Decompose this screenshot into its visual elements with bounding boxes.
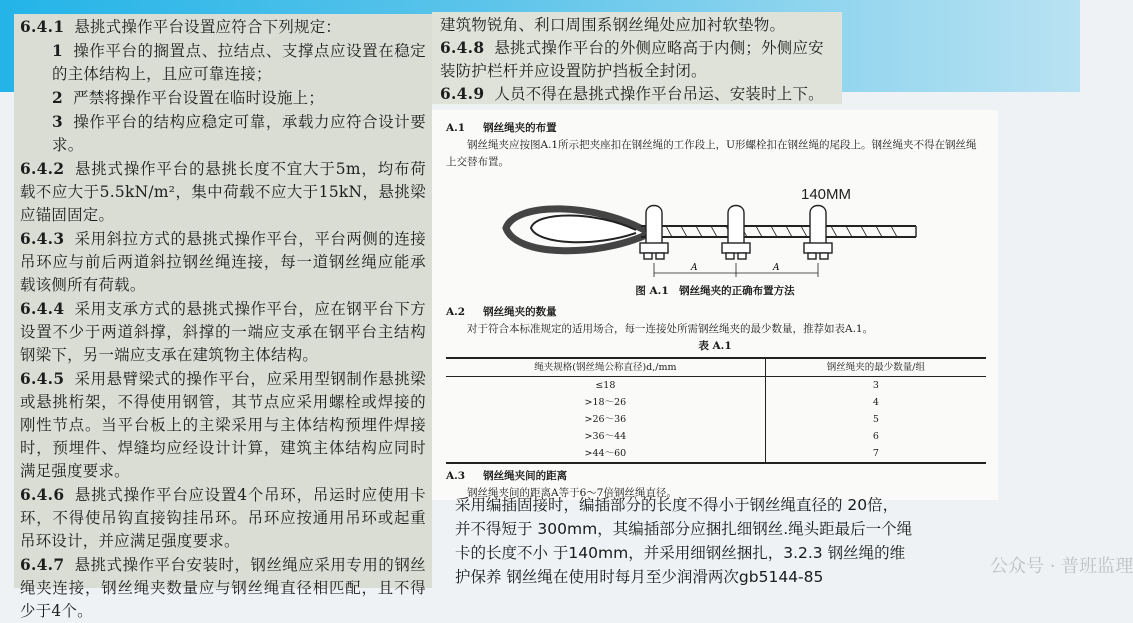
annotation-text-block	[455, 493, 1025, 589]
clause-continuation: 建筑物锐角、利口周围系钢丝绳处应加衬软垫物。	[440, 16, 786, 34]
clause-6-4-2: 6.4.2 悬挑式操作平台的悬挑长度不宜大于5m，均布荷载不应大于5.5kN/m²，集中荷载不应大于15kN，悬挑梁应锚固固定。	[20, 160, 426, 224]
figure-caption: 图 A.1 钢丝绳夹的正确布置方法	[635, 285, 795, 297]
wire-rope-clip-standard-panel	[432, 110, 998, 500]
table-row: >18～26 4	[446, 394, 986, 411]
clip-2	[722, 206, 750, 260]
clause-6-4-7: 6.4.7 悬挑式操作平台安装时，钢丝绳应采用专用的钢丝绳夹连接，钢丝绳夹数量应与钢丝绳直径相匹配，且不得少于4个。	[20, 556, 426, 620]
section-a1-heading: A.1 钢丝绳夹的布置	[446, 122, 557, 134]
table-header-row	[446, 358, 986, 377]
clause-6-4-3: 6.4.3 采用斜拉方式的悬挑式操作平台，平台两侧的连接吊环应与前后两道斜拉钢丝绳连接，每一道钢丝绳应能承载该侧所有荷载。	[20, 230, 426, 294]
section-a2-heading: A.2 钢丝绳夹的数量	[446, 306, 557, 318]
left-document-scan	[14, 14, 432, 620]
annotation-line: 采用编插固接时，编插部分的长度不得小于钢丝绳直径的 20倍，	[455, 496, 899, 514]
table-caption: 表 A.1	[698, 340, 732, 352]
clause-6-4-8: 6.4.8 悬挑式操作平台的外侧应略高于内侧；外侧应安装防护栏杆并应设置防护挡板全封闭。	[440, 39, 824, 80]
table-header-spec: 绳夹规格(钢丝绳公称直径)d,/mm	[446, 358, 765, 377]
clause-6-4-1-item-3: 3 操作平台的结构应稳定可靠，承载力应符合设计要求。	[52, 113, 426, 154]
clause-6-4-9: 6.4.9 人员不得在悬挑式操作平台吊运、安装时上下。	[440, 85, 824, 103]
section-a3-heading: A.3 钢丝绳夹间的距离	[446, 470, 568, 482]
dimension-label-a-2: A	[773, 263, 780, 273]
annotation-line: 卡的长度不小 于140mm，并采用细钢丝捆扎，3.2.3 钢丝绳的维	[455, 544, 906, 562]
clause-6-4-1-item-2: 2 严禁将操作平台设置在临时设施上；	[52, 89, 325, 107]
diagram-length-label: 140MM	[801, 186, 852, 203]
table-header-count: 钢丝绳夹的最少数量/组	[765, 358, 986, 377]
annotation-line: 护保养 钢丝绳在使用时每月至少润滑两次gb5144-85	[455, 568, 824, 586]
watermark: 公众号 · 普班监理	[990, 556, 1133, 577]
annotation-line: 并不得短于 300mm，其编插部分应捆扎细钢丝.绳头距最后一个绳	[455, 520, 913, 538]
top-right-document-scan	[432, 12, 842, 104]
section-a2-text: 对于符合本标准规定的适用场合，每一连接处所需钢丝绳夹的最少数量，推荐如表A.1。	[467, 323, 874, 335]
clip-3	[804, 206, 832, 260]
clause-6-4-1: 6.4.1 悬挑式操作平台设置应符合下列规定：	[20, 18, 342, 36]
clause-6-4-6: 6.4.6 悬挑式操作平台应设置4个吊环，吊运时应使用卡环，不得使吊钩直接钩挂吊环。吊环应按通用吊环或起重吊环设计，并应满足强度要求。	[20, 486, 426, 550]
table-row: ≤18 3	[446, 377, 986, 395]
wire-rope-clip-drawing	[446, 173, 986, 283]
dimension-label-a-1: A	[691, 263, 698, 273]
section-a3-text: 钢丝绳夹间的距离A等于6～7倍钢丝绳直径。	[467, 487, 677, 499]
clause-6-4-5: 6.4.5 采用悬臂梁式的操作平台，应采用型钢制作悬挑梁或悬挑桁架，不得使用钢管，其节点应采用螺栓或焊接的刚性节点。当平台板上的主梁采用与主体结构预埋件焊接时，预埋件、焊缝均应经设计计算，建筑主体结构应同时满足强度要求。	[20, 370, 426, 480]
clip-quantity-table	[446, 357, 986, 464]
table-row: >26～36 5	[446, 411, 986, 428]
section-a1-text: 钢丝绳夹应按图A.1所示把夹座扣在钢丝绳的工作段上，U形螺栓扣在钢丝绳的尾段上。钢丝绳夹不得在钢丝绳上交替布置。	[446, 139, 977, 168]
table-row: >44～60 7	[446, 445, 986, 463]
wire-rope-clip-diagram	[446, 173, 986, 283]
clause-6-4-1-item-1: 1 操作平台的搁置点、拉结点、支撑点应设置在稳定的主体结构上，且应可靠连接；	[52, 42, 426, 83]
table-row: >36～44 6	[446, 428, 986, 445]
clause-6-4-4: 6.4.4 采用支承方式的悬挑式操作平台，应在钢平台下方设置不少于两道斜撑，斜撑的一端应支承在钢平台主结构钢梁下，另一端应支承在建筑物主体结构。	[20, 300, 426, 364]
